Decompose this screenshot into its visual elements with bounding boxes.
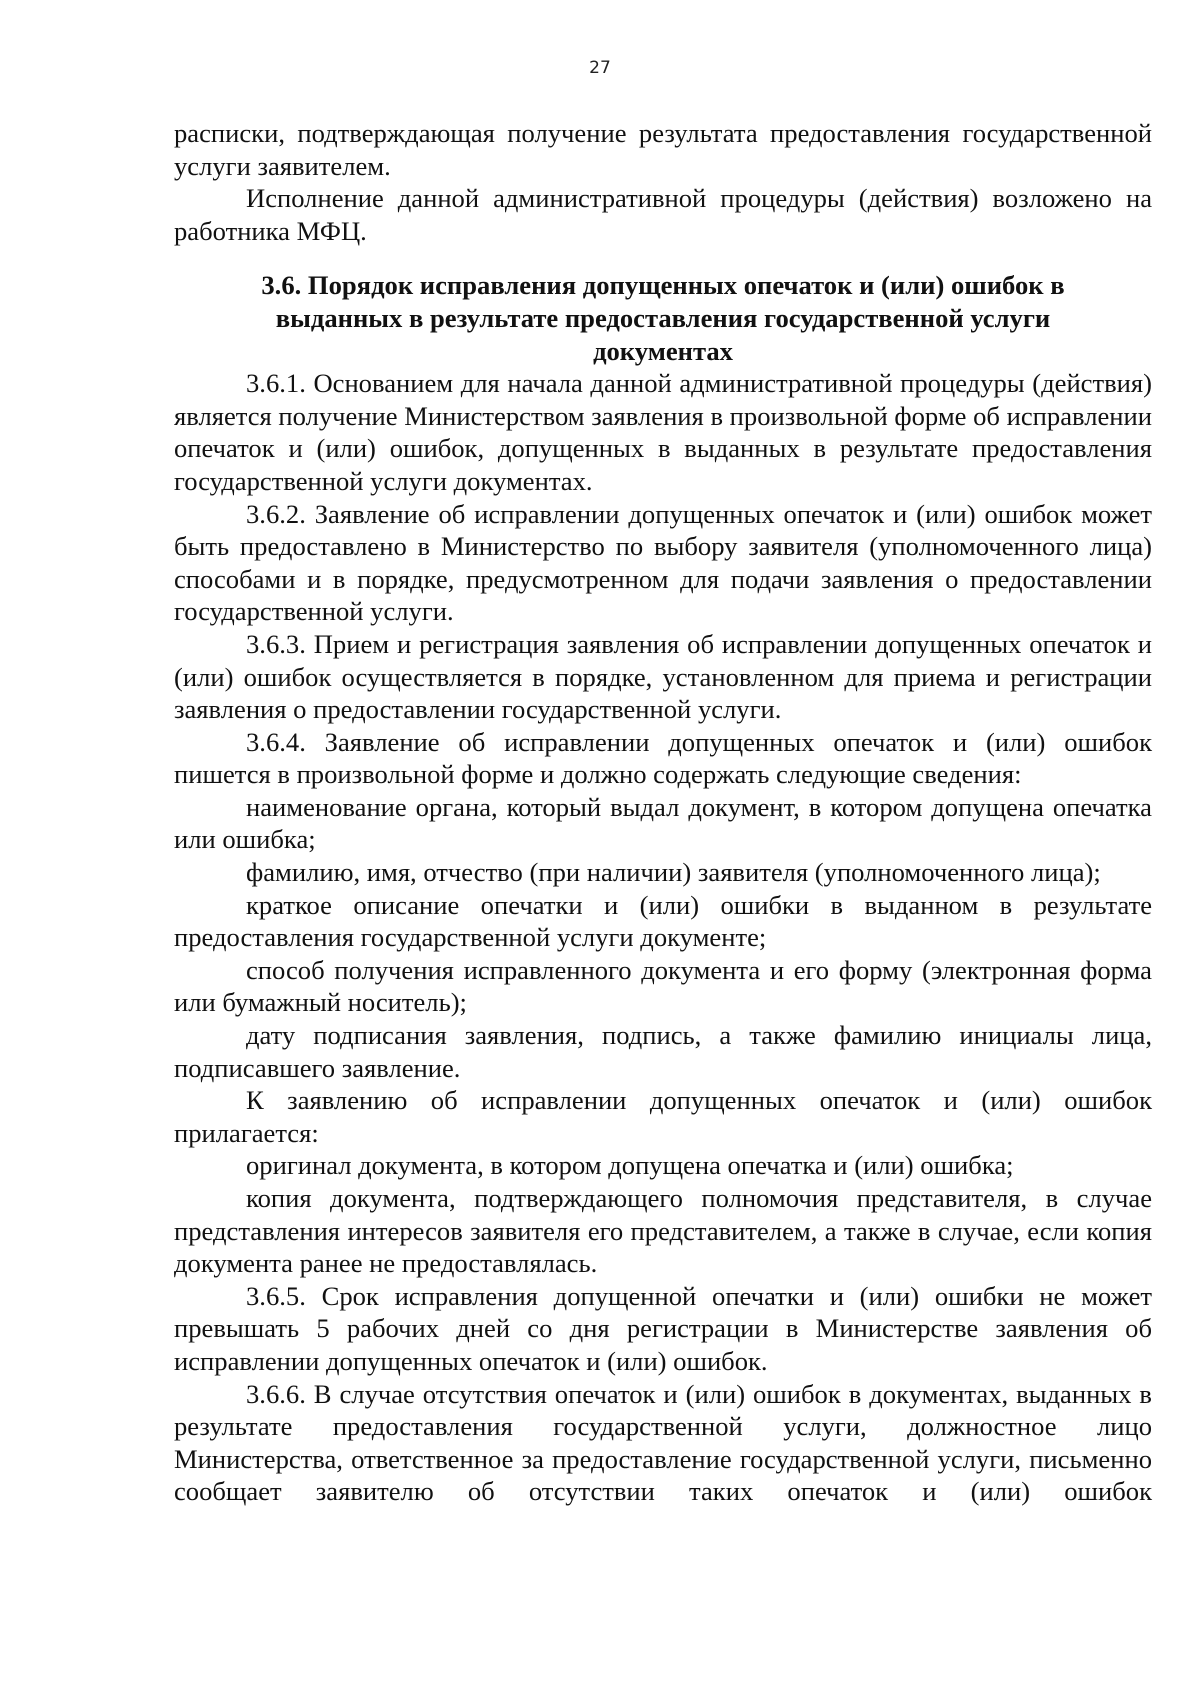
list-item-signature-date: дату подписания заявления, подпись, а также фамилию инициалы лица, подписавшего заявление. [174, 1020, 1152, 1083]
paragraph-continuation: расписки, подтверждающая получение результата предоставления государственной услуги заявителем. [174, 118, 1152, 181]
paragraph-attachments: К заявлению об исправлении допущенных опечаток и (или) ошибок прилагается: [174, 1085, 1152, 1148]
paragraph-3-6-5: 3.6.5. Срок исправления допущенной опечатки и (или) ошибки не может превышать 5 рабочих дней со дня регистрации в Министерстве заявления об исправлении допущенных опечаток и (или) ошибок. [174, 1280, 1152, 1376]
paragraph-3-6-3: 3.6.3. Прием и регистрация заявления об исправлении допущенных опечаток и (или) ошибок осуществляется в порядке, установленном для приема и регистрации заявления о предоставлении государственной услуги. [174, 628, 1152, 725]
section-heading-block [174, 269, 1152, 367]
list-item-authority-name: наименование органа, который выдал документ, в котором допущена опечатка или ошибка; [174, 791, 1152, 855]
paragraph-3-6-4: 3.6.4. Заявление об исправлении допущенных опечаток и (или) ошибок пишется в произвольной форме и должно содержать следующие сведения: [174, 726, 1152, 790]
list-item-applicant-name: фамилию, имя, отчество (при наличии) заявителя (уполномоченного лица); [246, 857, 1101, 888]
section-heading: 3.6. Порядок исправления допущенных опечаток и (или) ошибок в выданных в результате предоставления государственной услуги документах [261, 270, 1065, 366]
paragraph-3-6-1: 3.6.1. Основанием для начала данной административной процедуры (действия) является получение Министерством заявления в произвольной форме об исправлении опечаток и (или) ошибок, допущенных в выданных в результате предоставления государственной услуги документах. [174, 368, 1152, 496]
list-item-error-description: краткое описание опечатки и (или) ошибки в выданном в результате предоставления государственной услуги документе; [174, 889, 1152, 953]
paragraph-3-6-2: 3.6.2. Заявление об исправлении допущенных опечаток и (или) ошибок может быть предоставлено в Министерство по выбору заявителя (уполномоченного лица) способами и в порядке, предусмотренном для подачи заявления о предоставлении государственной услуги. [174, 498, 1152, 627]
page-number: 27 [589, 58, 611, 78]
list-item-original-document: оригинал документа, в котором допущена опечатка и (или) ошибка; [246, 1150, 1014, 1181]
list-item-authority-copy: копия документа, подтверждающего полномочия представителя, в случае представления интересов заявителя его представителем, а также в случае, если копия документа ранее не предоставлялась. [174, 1183, 1152, 1279]
list-item-delivery-method: способ получения исправленного документа и его форму (электронная форма или бумажный носитель); [174, 954, 1152, 1018]
document-body [174, 117, 1152, 1508]
paragraph-3-6-6: 3.6.6. В случае отсутствия опечаток и (или) ошибок в документах, выданных в результате предоставления государственной услуги, должностное лицо Министерства, ответственное за предоставление государственной услуги, письменно сообщает заявителю об отсутствии таких опечаток и (или) ошибок [174, 1378, 1152, 1507]
paragraph-mfc-responsibility: Исполнение данной административной процедуры (действия) возложено на работника МФЦ. [174, 183, 1152, 246]
